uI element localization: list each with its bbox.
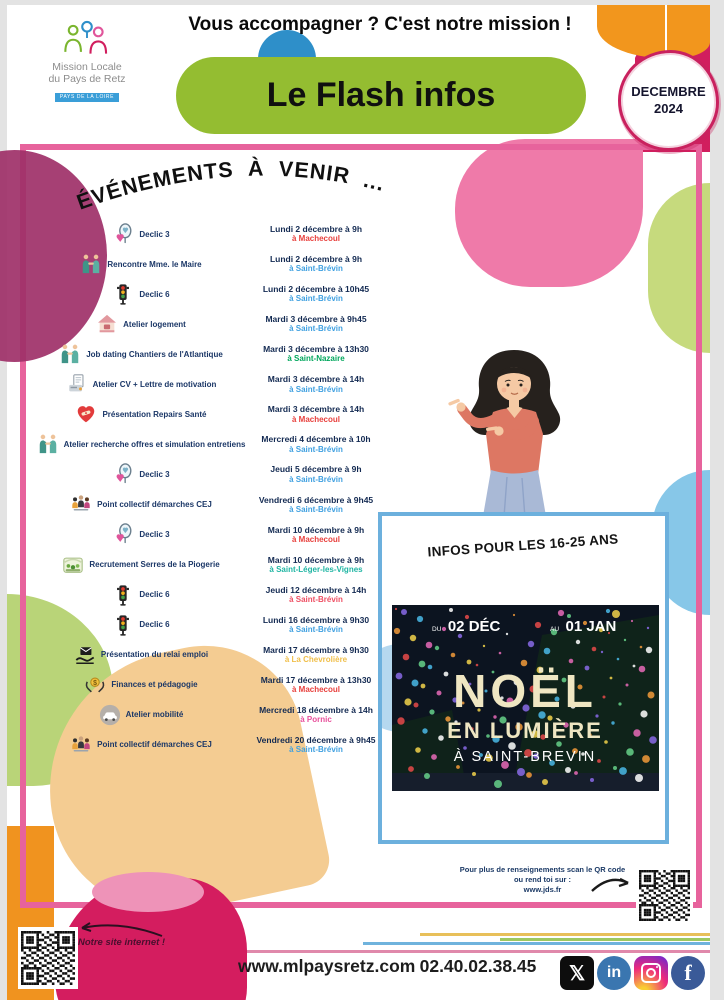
event-row [35, 672, 385, 698]
event-date: Jeudi 5 décembre à 9h [270, 464, 362, 475]
event-label: Declic 3 [139, 469, 170, 479]
header-tagline: Vous accompagner ? C'est notre mission ! [188, 14, 572, 35]
newsletter-title-box [176, 57, 586, 134]
event-row [35, 552, 385, 578]
event-label: Atelier CV + Lettre de motivation [92, 379, 217, 389]
event-date: Lundi 16 décembre à 9h30 [262, 614, 370, 625]
group-icon [70, 734, 92, 756]
declic-icon [112, 523, 134, 545]
event-label: Point collectif démarches CEJ [97, 740, 212, 750]
footer-line-blue [363, 942, 710, 945]
svg-text:DU 02 DÉC: DU 02 DÉC [432, 618, 501, 635]
event-location: à La Chevrolière [284, 654, 348, 664]
event-location: à Pornic [300, 715, 332, 725]
heart-icon [75, 403, 97, 425]
x-twitter-icon[interactable]: 𝕏 [560, 956, 594, 990]
traffic-icon [112, 283, 134, 305]
event-date: Mardi 17 décembre à 9h30 [263, 644, 369, 655]
event-date: Lundi 2 décembre à 9h [269, 224, 363, 235]
event-date: Mardi 10 décembre à 9h [267, 554, 365, 565]
social-icons [560, 956, 705, 990]
event-row [35, 341, 385, 367]
house-icon [96, 313, 118, 335]
event-location: à Saint-Brévin [289, 474, 343, 484]
event-location: à Saint-Brévin [289, 504, 343, 514]
documents-icon [66, 373, 88, 395]
event-label: Declic 6 [139, 590, 170, 600]
mobility-icon [99, 704, 121, 726]
event-location: à Saint-Brévin [289, 444, 343, 454]
footer-line-green [500, 938, 710, 941]
group-icon [70, 493, 92, 515]
events-heading: ÉVÉNEMENTS À VENIR ... [73, 156, 388, 215]
infos-box-title: INFOS POUR LES 16-25 ANS [427, 531, 619, 560]
event-date: Mardi 3 décembre à 14h [267, 374, 365, 385]
event-row [35, 221, 385, 247]
instagram-icon[interactable] [634, 956, 668, 990]
svg-text:$: $ [93, 679, 98, 687]
poster-title: NOËL [453, 665, 597, 717]
event-location: à Saint-Brévin [289, 384, 343, 394]
phone-number: 02.40.02.38.45 [419, 956, 537, 976]
event-location: à Saint-Brévin [289, 324, 343, 334]
event-label: Declic 3 [139, 529, 170, 539]
handshake-icon [59, 343, 81, 365]
relai-icon [74, 644, 96, 666]
pink-blob-shape [455, 139, 643, 287]
event-location: à Saint-Brévin [289, 624, 343, 634]
event-row [35, 251, 385, 277]
event-label: Job dating Chantiers de l'Atlantique [86, 349, 223, 359]
event-row [35, 702, 385, 728]
event-row [35, 491, 385, 517]
finances-icon [84, 674, 106, 696]
greenhouse-icon [62, 554, 84, 576]
logo-text: Mission Locale du Pays de Retz [48, 61, 126, 85]
svg-text:EN LUMIÈRE: EN LUMIÈRE [447, 718, 603, 743]
svg-text:À SAINT-BREVIN: À SAINT-BREVIN [453, 749, 597, 765]
arrow-to-qr-icon [588, 872, 634, 896]
linkedin-icon[interactable]: in [597, 956, 631, 990]
event-label: Présentation Repairs Santé [102, 409, 207, 419]
month-badge: DECEMBRE 2024 [618, 50, 719, 151]
event-row [35, 371, 385, 397]
infos-16-25-box [378, 512, 669, 844]
event-date: Lundi 2 décembre à 9h [269, 254, 363, 265]
event-row [35, 431, 385, 457]
event-row [35, 461, 385, 487]
event-row [35, 732, 385, 758]
event-label: Présentation du relai emploi [100, 650, 209, 660]
handshake-icon [80, 253, 102, 275]
traffic-icon [112, 584, 134, 606]
event-location: à Saint-Brévin [289, 594, 343, 604]
qr-note: Pour plus de renseignements scan le QR code ou rend toi sur : www.jds.fr [459, 865, 626, 895]
event-label: Point collectif démarches CEJ [97, 499, 212, 509]
svg-text:ÉVÉNEMENTS À VENIR ... [73, 156, 387, 215]
event-label: Finances et pédagogie [111, 680, 198, 690]
declic-icon [112, 463, 134, 485]
footer-line-pink [222, 950, 710, 953]
event-label: Declic 3 [139, 229, 170, 239]
site-note: Notre site internet ! [78, 937, 166, 948]
event-label: Declic 6 [139, 620, 170, 630]
jds-qr-code [636, 866, 693, 925]
event-row [35, 582, 385, 608]
event-date: Mardi 17 décembre à 13h30 [260, 674, 372, 685]
website-link[interactable]: www.mlpaysretz.com [238, 956, 416, 976]
event-location: à Saint-Nazaire [287, 354, 345, 364]
event-date: Mardi 3 décembre à 9h45 [265, 314, 367, 325]
event-date: Lundi 2 décembre à 10h45 [262, 284, 370, 295]
event-label: Recrutement Serres de la Piogerie [89, 560, 220, 570]
event-row [35, 612, 385, 638]
event-row [35, 311, 385, 337]
event-date: Mercredi 18 décembre à 14h [259, 704, 373, 715]
event-date: Mardi 3 décembre à 13h30 [263, 344, 369, 355]
event-location: à Saint-Brévin [289, 294, 343, 304]
event-date: Mardi 3 décembre à 14h [267, 404, 365, 415]
event-label: Rencontre Mme. le Maire [107, 259, 202, 269]
event-location: à Machecoul [291, 534, 340, 544]
event-row [35, 642, 385, 668]
event-date: Vendredi 20 décembre à 9h45 [256, 734, 376, 745]
event-location: à Machecoul [291, 234, 340, 244]
svg-text:AU 01 JAN: AU 01 JAN [550, 618, 617, 635]
newsletter-title: Le Flash infos [266, 76, 496, 114]
event-date: Mercredi 4 décembre à 10h [261, 434, 371, 445]
event-location: à Saint-Brévin [289, 745, 343, 755]
events-list [35, 221, 385, 758]
event-label: Atelier recherche offres et simulation entretiens [63, 439, 246, 449]
event-label: Declic 6 [139, 289, 170, 299]
mission-locale-logo [28, 20, 146, 103]
event-label: Atelier logement [123, 319, 186, 329]
event-location: à Machecoul [291, 414, 340, 424]
ornament-string [665, 5, 667, 53]
event-label: Atelier mobilité [125, 710, 184, 720]
event-date: Vendredi 6 décembre à 9h45 [258, 494, 374, 505]
handshake-icon [37, 433, 59, 455]
events-heading-arc [68, 148, 398, 222]
footer-line-yellow [420, 933, 710, 936]
traffic-icon [112, 614, 134, 636]
event-row [35, 281, 385, 307]
event-location: à Saint-Léger-les-Vignes [269, 564, 363, 574]
facebook-icon[interactable]: f [671, 956, 705, 990]
logo-people-icon [61, 20, 113, 56]
event-row [35, 401, 385, 427]
event-row [35, 521, 385, 547]
event-date: Mardi 10 décembre à 9h [267, 524, 365, 535]
event-location: à Machecoul [291, 685, 340, 694]
woman-illustration [437, 342, 592, 528]
noel-poster [392, 605, 659, 791]
declic-icon [112, 223, 134, 245]
event-location: à Saint-Brévin [289, 264, 343, 274]
event-date: Jeudi 12 décembre à 14h [265, 584, 367, 595]
pink-highlight-shape [92, 872, 204, 912]
logo-region-banner: PAYS DE LA LOIRE [55, 93, 119, 102]
